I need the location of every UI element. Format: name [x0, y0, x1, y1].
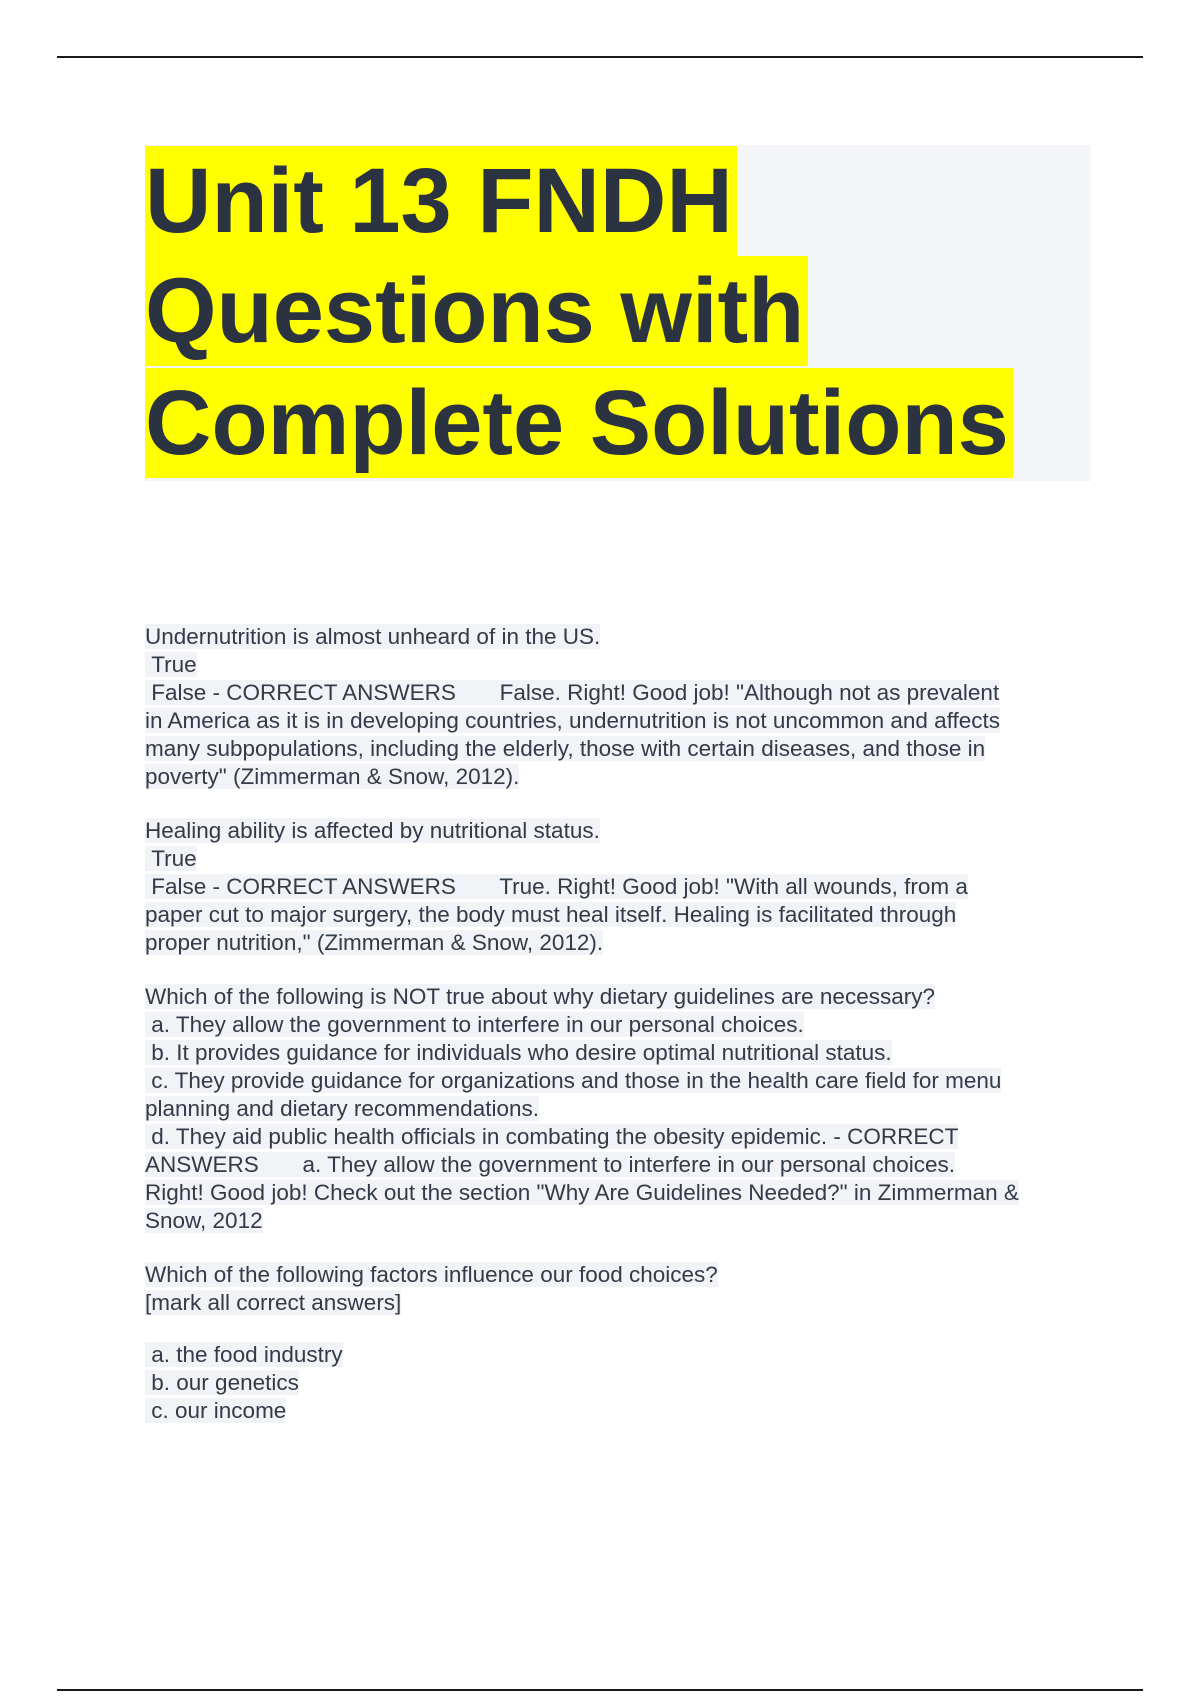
question-line: False - CORRECT ANSWERS True. Right! Good job! "With all wounds, from a — [145, 874, 968, 899]
question-line: True — [145, 652, 197, 677]
question-line: ANSWERS a. They allow the government to interfere in our personal choices. — [145, 1152, 955, 1177]
question-block-2 — [145, 817, 1095, 957]
question-line: c. They provide guidance for organizations and those in the health care field for menu — [145, 1068, 1002, 1093]
questions-content — [145, 623, 1095, 1451]
question-line: Which of the following is NOT true about why dietary guidelines are necessary? — [145, 984, 935, 1009]
question-line: Undernutrition is almost unheard of in the US. — [145, 624, 601, 649]
question-line: Snow, 2012 — [145, 1208, 263, 1233]
question-line: b. our genetics — [145, 1370, 299, 1395]
question-line: Which of the following factors influence our food choices? — [145, 1262, 718, 1287]
question-line: many subpopulations, including the elderly, those with certain diseases, and those in — [145, 736, 986, 761]
question-block-4 — [145, 1261, 1095, 1425]
document-title-line-3: Complete Solutions — [145, 368, 1013, 478]
question-line: Right! Good job! Check out the section "Why Are Guidelines Needed?" in Zimmerman & — [145, 1180, 1019, 1205]
document-title-line-2: Questions with — [145, 256, 808, 366]
question-line: Healing ability is affected by nutritional status. — [145, 818, 600, 843]
question-line: a. They allow the government to interfere in our personal choices. — [145, 1012, 804, 1037]
question-line: c. our income — [145, 1398, 287, 1423]
question-line: in America as it is in developing countries, undernutrition is not uncommon and affects — [145, 708, 1001, 733]
question-line: b. It provides guidance for individuals who desire optimal nutritional status. — [145, 1040, 892, 1065]
question-line: [mark all correct answers] — [145, 1290, 402, 1315]
question-spacer — [145, 1317, 1095, 1341]
question-line: paper cut to major surgery, the body must heal itself. Healing is facilitated through — [145, 902, 957, 927]
bottom-rule — [57, 1689, 1143, 1691]
question-line: planning and dietary recommendations. — [145, 1096, 539, 1121]
question-line: False - CORRECT ANSWERS False. Right! Good job! "Although not as prevalent — [145, 680, 1000, 705]
question-line: True — [145, 846, 197, 871]
question-line: proper nutrition," (Zimmerman & Snow, 2012). — [145, 930, 604, 955]
question-line: d. They aid public health officials in combating the obesity epidemic. - CORRECT — [145, 1124, 959, 1149]
question-block-3 — [145, 983, 1095, 1235]
question-line: poverty" (Zimmerman & Snow, 2012). — [145, 764, 520, 789]
question-block-1 — [145, 623, 1095, 791]
top-rule — [57, 56, 1143, 58]
document-title-line-1: Unit 13 FNDH — [145, 146, 737, 256]
question-line: a. the food industry — [145, 1342, 343, 1367]
